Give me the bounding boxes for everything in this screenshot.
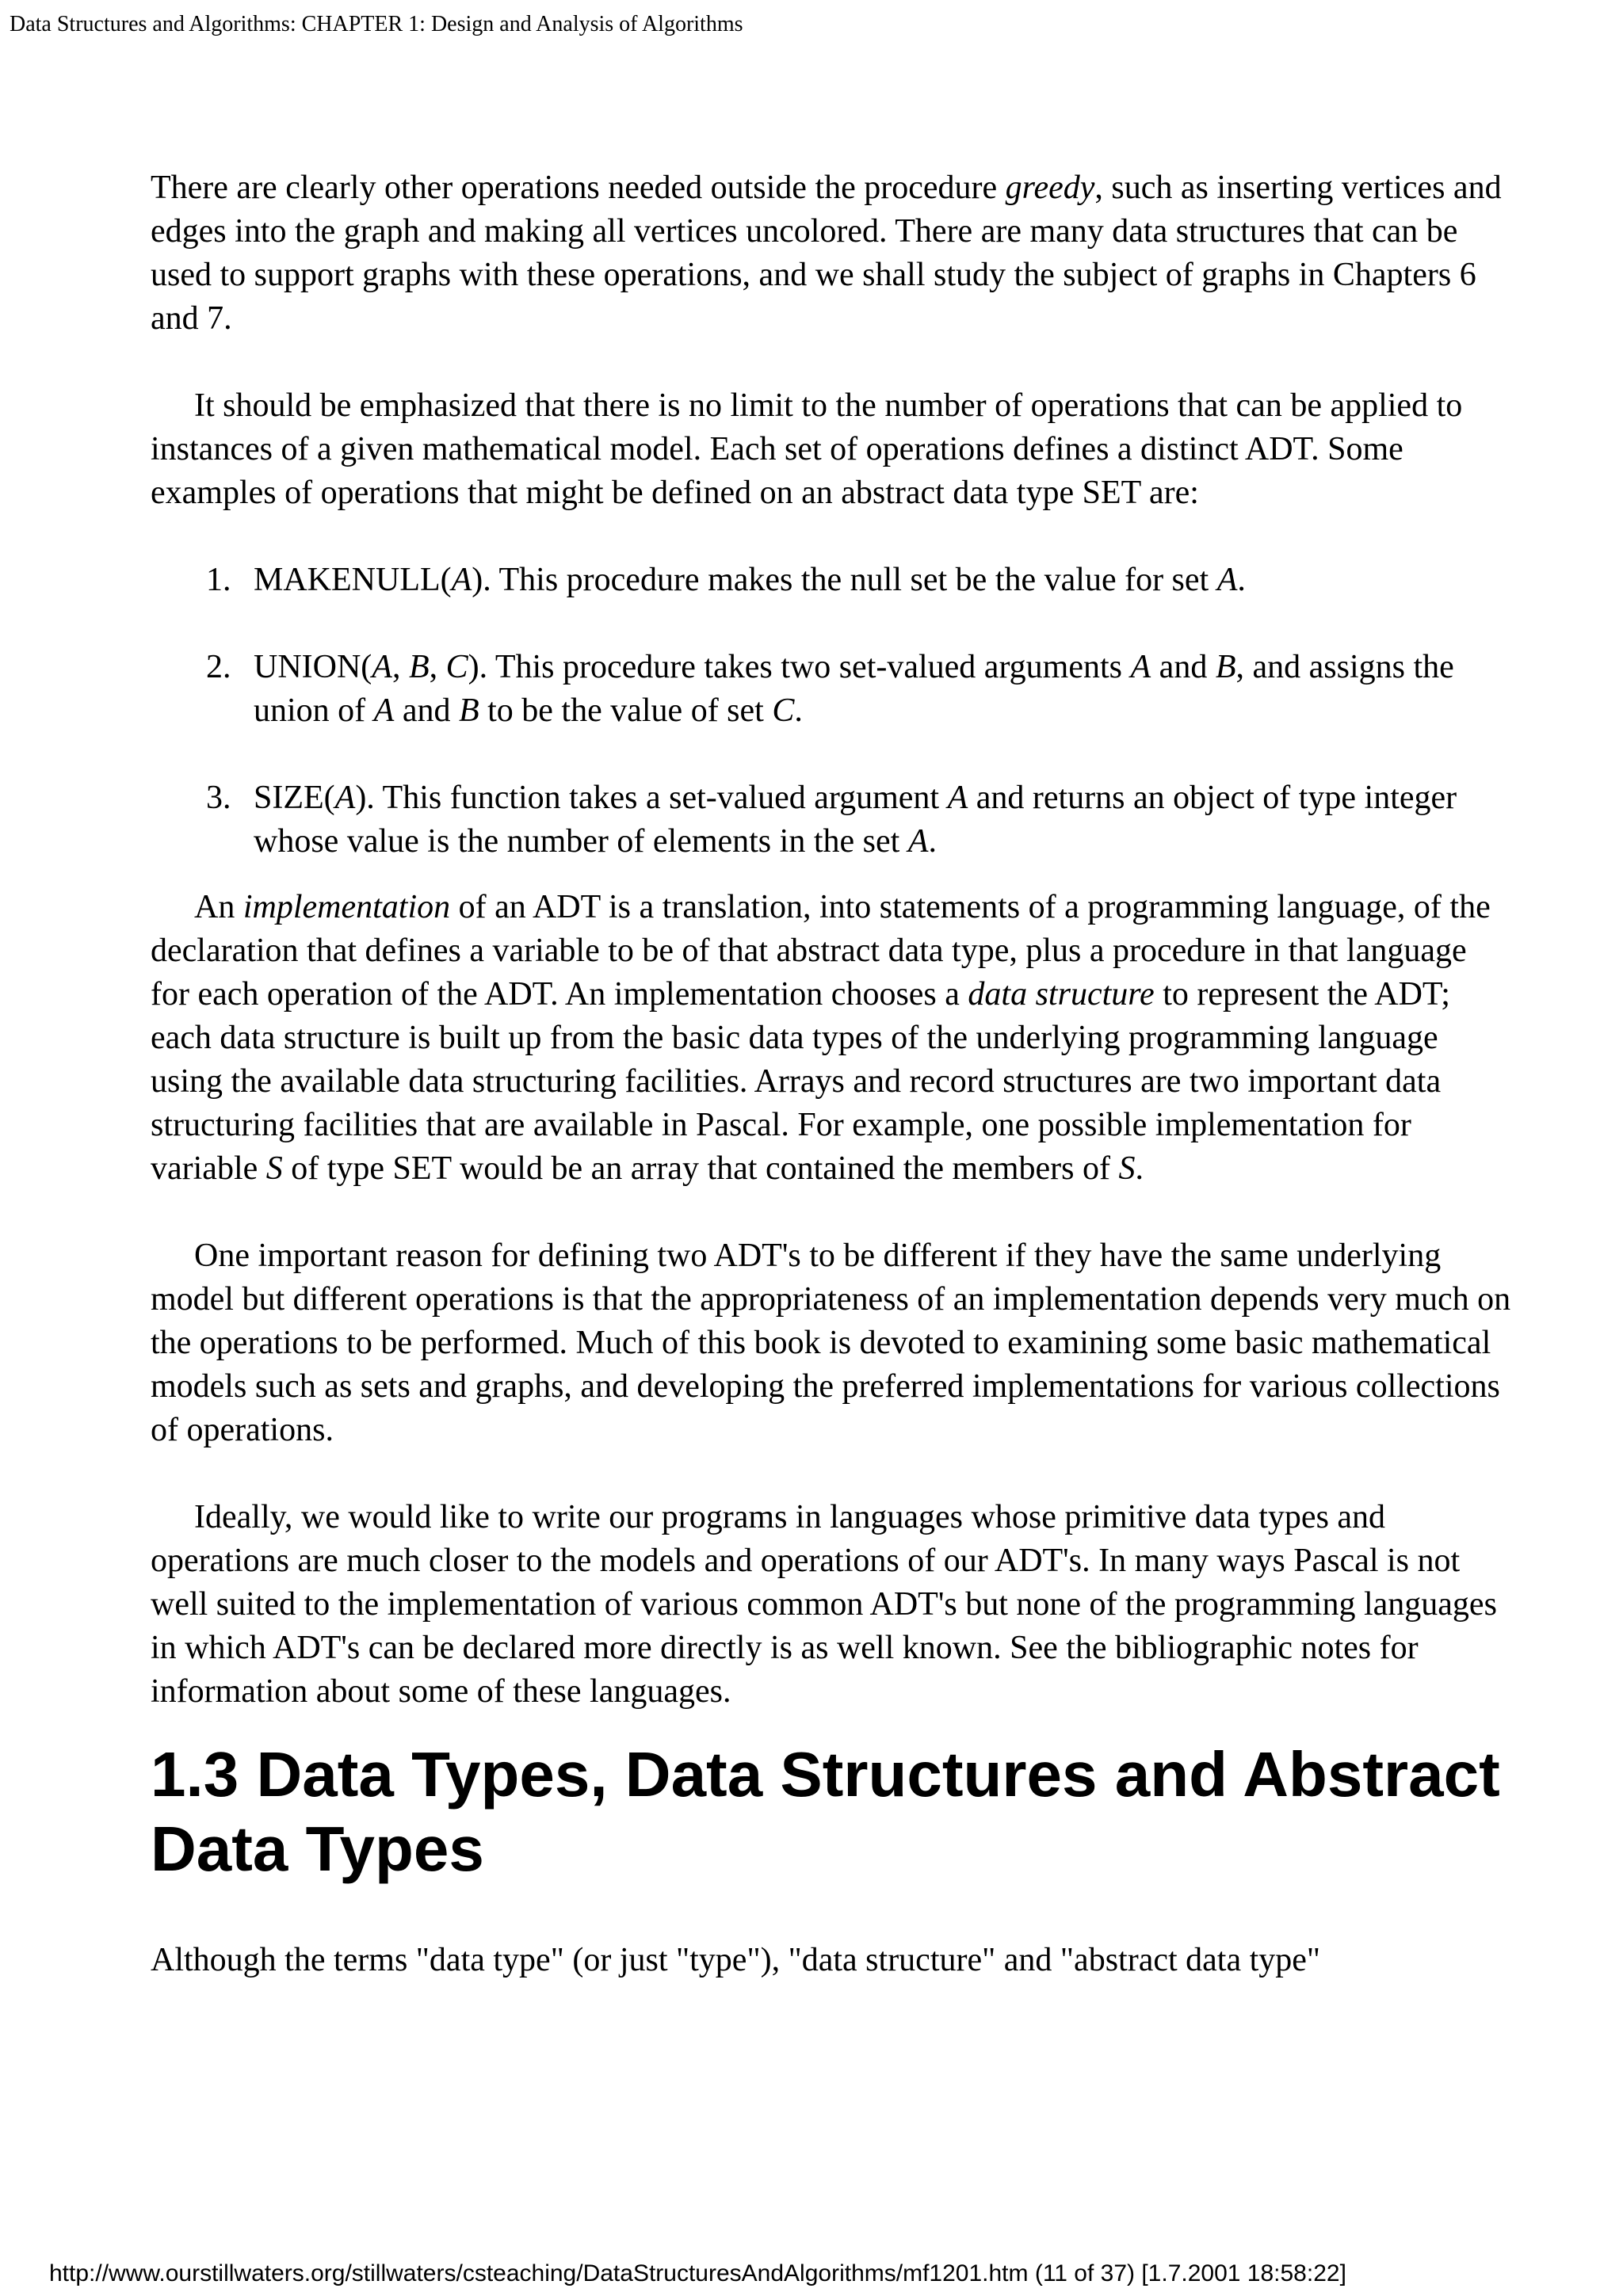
text-run: ,	[429, 649, 446, 685]
paragraph-terms: Although the terms "data type" (or just "type"), "data structure" and "abstract data type"	[151, 1942, 1321, 1978]
italic-var: B	[458, 692, 479, 729]
italic-term-data-structure: data structure	[968, 976, 1155, 1013]
section-heading: 1.3 Data Types, Data Structures and Abstract Data Types	[151, 1739, 1500, 1884]
list-number: 2.	[206, 649, 231, 685]
text-run: .	[1135, 1150, 1144, 1187]
list-spacer	[151, 602, 1514, 646]
text-run: to be the value of set	[479, 692, 773, 729]
italic-var: S	[265, 1150, 283, 1187]
italic-var: S	[1118, 1150, 1136, 1187]
italic-var: A	[947, 780, 968, 816]
text-run: .	[1237, 562, 1246, 598]
list-spacer	[151, 733, 1514, 776]
text-run: ). This function takes a set-valued argument	[355, 780, 948, 816]
text-run: .	[794, 692, 803, 729]
text-run: to represent the ADT; each data structure is built up from the basic data types of the underlying programming language using the available data structuring facilities. Arrays and record structures are two important data structuring facilities that are available in Pascal. For example, one possible implementation for variable	[151, 976, 1450, 1187]
italic-var: A	[1130, 649, 1151, 685]
text-run: MAKENULL(	[254, 562, 452, 598]
paragraph-graph-operations	[151, 166, 1514, 341]
text-run: ). This procedure takes two set-valued arguments	[468, 649, 1131, 685]
text-run: of type SET would be an array that contained the members of	[282, 1150, 1119, 1187]
italic-var: C	[445, 649, 468, 685]
paragraph-implementation	[151, 886, 1514, 1191]
italic-var: B	[408, 649, 430, 685]
text-run: .	[928, 823, 937, 860]
document-body	[151, 166, 1514, 1982]
text-run: ). This procedure makes the null set be the value for set	[472, 562, 1217, 598]
italic-term-implementation: implementation	[242, 889, 451, 925]
text-run: There are clearly other operations needed outside the procedure	[151, 170, 1006, 206]
text-run: of an ADT is a translation, into statements of a programming language, of the declaration that defines a variable to be of that abstract data type, plus a procedure in that language for each operation of the ADT. An implementation chooses a	[151, 889, 1491, 1013]
list-item-makenull	[151, 559, 1514, 602]
list-item-size	[151, 776, 1514, 864]
text-run: UNION(	[254, 649, 372, 685]
page-header-title: Data Structures and Algorithms: CHAPTER 1: Design and Analysis of Algorithms	[10, 12, 743, 36]
text-run: and	[394, 692, 459, 729]
italic-var: C	[772, 692, 795, 729]
text-run: ,	[391, 649, 409, 685]
text-run: and	[1151, 649, 1216, 685]
italic-var: B	[1215, 649, 1236, 685]
text-run: , such as inserting vertices and edges into the graph and making all vertices uncolored. There are many data structures that can be used to support graphs with these operations, and we shall study the subject of graphs in Chapters 6 and 7.	[151, 170, 1502, 337]
italic-var: A	[334, 780, 356, 816]
paragraph-adt-difference: One important reason for defining two ADT's to be different if they have the same underlying model but different operations is that the appropriateness of an implementation depends very much on the operations to be performed. Much of this book is devoted to examining some basic mathematical models such as sets and graphs, and developing the preferred implementations for various collections of operations.	[151, 1238, 1511, 1448]
list-item-union	[151, 646, 1514, 733]
italic-term-greedy: greedy	[1005, 170, 1095, 206]
list-number: 1.	[206, 562, 231, 598]
italic-var: A	[372, 649, 392, 685]
text-run: SIZE(	[254, 780, 335, 816]
italic-var: A	[451, 562, 472, 598]
italic-var: A	[907, 823, 929, 860]
italic-var: A	[1216, 562, 1238, 598]
text-run: An	[194, 889, 243, 925]
page-footer-url: http://www.ourstillwaters.org/stillwaters/csteaching/DataStructuresAndAlgorithms/mf1201.htm (11 of 37) [1.7.2001 18:58:22]	[49, 2260, 1346, 2286]
list-number: 3.	[206, 780, 231, 816]
italic-var: A	[373, 692, 395, 729]
text-run: , and assigns the union of	[254, 649, 1454, 729]
paragraph-operations-limit: It should be emphasized that there is no limit to the number of operations that can be applied to instances of a given mathematical model. Each set of operations defines a distinct ADT. Some examples of operations that might be defined on an abstract data type SET are:	[151, 387, 1463, 511]
set-operations-list	[151, 559, 1514, 864]
text-run: and returns an object of type integer whose value is the number of elements in the set	[254, 780, 1457, 860]
paragraph-ideal-languages: Ideally, we would like to write our programs in languages whose primitive data types and operations are much closer to the models and operations of our ADT's. In many ways Pascal is not well suited to the implementation of various common ADT's but none of the programming languages in which ADT's can be declared more directly is as well known. See the bibliographic notes for information about some of these languages.	[151, 1499, 1497, 1710]
